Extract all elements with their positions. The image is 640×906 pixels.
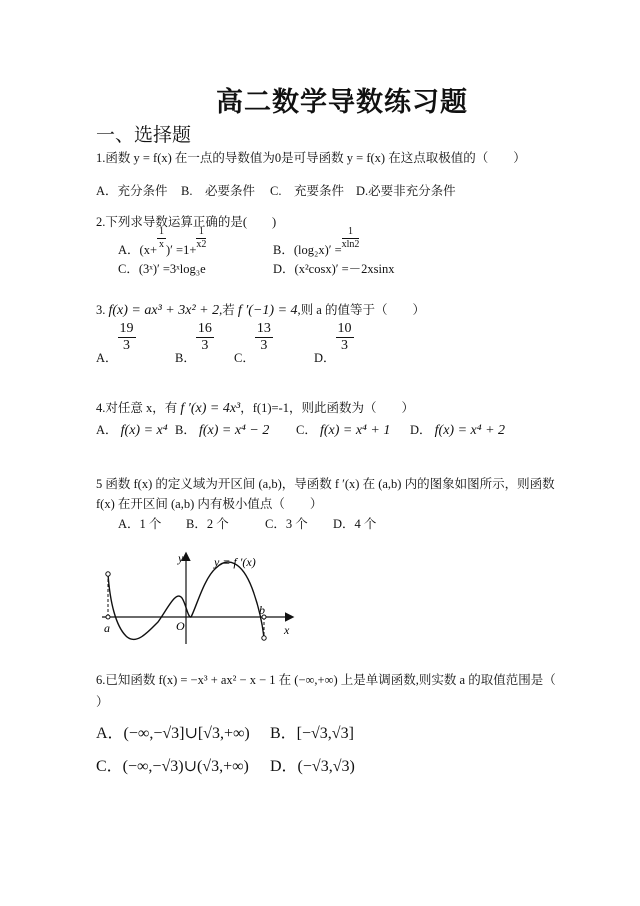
q4-stem-expr: f ′(x) = 4x³: [180, 401, 241, 416]
q3-d-label: D．: [314, 351, 336, 366]
q1-option-b: B. 必要条件: [181, 184, 255, 198]
q4-b-label: B．: [175, 423, 196, 437]
question-6-line2: ）: [96, 695, 109, 709]
x-axis-label: x: [284, 623, 290, 637]
q3-b-num: 16: [197, 321, 212, 336]
q2-a-frac-num: 1: [159, 226, 164, 237]
derivative-graph: [96, 548, 306, 648]
q3-expr: f(x) = ax³ + 3x² + 2: [108, 303, 220, 318]
q4-b-expr: f(x) = x⁴ − 2: [198, 423, 270, 438]
q3-c-label: C．: [234, 351, 255, 366]
q3-c-frac: [255, 322, 273, 353]
q1-option-d: D.必要非充分条件: [356, 184, 456, 198]
q2-a-frac2: [196, 227, 206, 250]
q2-option-a: [118, 224, 207, 258]
q2-option-b: [273, 224, 360, 258]
origin-label: O: [176, 619, 185, 633]
y-axis-label: y: [178, 551, 184, 565]
a-endpoint: [106, 572, 110, 576]
q3-c-den: 3: [260, 338, 268, 353]
q2-b-frac-num: 1: [342, 227, 360, 239]
q6-option-b: B．[−√3,√3]: [270, 725, 354, 742]
q3-a-frac: [118, 322, 136, 353]
q4-d-expr: f(x) = x⁴ + 2: [434, 423, 506, 438]
question-1-stem: 1.函数 y = f(x) 在一点的导数值为0是可导函数 y = f(x) 在这点取极值的（ ）: [96, 151, 526, 165]
question-3-stem: [96, 300, 425, 319]
q4-c-expr: f(x) = x⁴ + 1: [319, 423, 391, 438]
q4-option-b: [175, 420, 269, 439]
q6-option-a: A．(−∞,−√3]∪[√3,+∞): [96, 725, 250, 742]
q1-option-c: C. 充要条件: [270, 184, 344, 198]
q4-d-label: D．: [410, 423, 432, 437]
q4-stem-a: 4.对任意 x，有: [96, 401, 178, 415]
q4-a-expr: f(x) = x⁴: [120, 423, 168, 438]
a-axis-point: [106, 615, 110, 619]
q2-a-frac2-den: x2: [196, 239, 207, 250]
q2-option-d: D．(x²cosx)′ =－2xsinx: [273, 262, 395, 276]
q3-d-den: 3: [341, 338, 349, 353]
q2-b-frac: [342, 227, 360, 250]
question-6-line1: 6.已知函数 f(x) = −x³ + ax² − x − 1 在 (−∞,+∞) 上是单调函数,则实数 a 的取值范围是（: [96, 673, 556, 687]
q3-option-d: [314, 321, 354, 366]
q4-option-c: [296, 420, 390, 439]
q5-option-c: C．3 个: [265, 517, 308, 531]
q5-option-d: D．4 个: [333, 517, 377, 531]
q3-c-num: 13: [256, 321, 271, 336]
q3-option-c: [234, 321, 273, 366]
section-heading: 一、选择题: [96, 125, 192, 146]
q3-b-label: B．: [175, 351, 196, 366]
q4-option-d: [410, 420, 505, 439]
q3-tail: ,则 a 的值等于（ ）: [297, 303, 425, 317]
question-5-line1: 5 函数 f(x) 的定义域为开区间 (a,b)，导函数 f ′(x) 在 (a,b) 内的图象如图所示，则函数: [96, 477, 555, 491]
q3-option-a: [96, 321, 136, 366]
q3-num: 3.: [96, 303, 106, 317]
q2-a-frac2-num: 1: [196, 227, 206, 239]
q4-stem-b: ，f(1)=-1，则此函数为（ ）: [240, 401, 414, 415]
q4-option-a: [96, 420, 168, 439]
q2-b-prefix: B．(log₂x)′ =: [273, 243, 342, 258]
q6-option-d: D．(−√3,√3): [270, 758, 355, 775]
q2-b-frac-den: xln2: [341, 239, 360, 250]
q4-a-label: A．: [96, 423, 118, 437]
question-5-line2: f(x) 在开区间 (a,b) 内有极小值点（ ）: [96, 497, 323, 511]
q5-option-b: B．2 个: [186, 517, 229, 531]
q2-a-prefix: A．(x+: [118, 243, 157, 258]
b-endpoint: [262, 636, 266, 640]
q2-a-rest: )′ =1+: [166, 243, 197, 258]
q5-option-a: A．1 个: [118, 517, 162, 531]
q2-option-c: C．(3ˣ)′ =3ˣlog₃e: [118, 262, 206, 276]
q2-a-frac-den: x: [159, 239, 164, 250]
q3-b-den: 3: [201, 338, 209, 353]
a-label: a: [104, 621, 110, 635]
q1-option-a: A．充分条件: [96, 184, 168, 198]
q2-a-frac: [157, 227, 166, 250]
q3-mid: ,若: [219, 303, 235, 317]
question-2-stem: 2.下列求导数运算正确的是( ): [96, 215, 277, 229]
question-4-stem: [96, 398, 414, 417]
q6-option-c: C．(−∞,−√3)∪(√3,+∞): [96, 758, 249, 775]
b-label: b: [259, 603, 265, 617]
q3-b-frac: [196, 322, 214, 353]
q3-a-num: 19: [119, 321, 134, 336]
q3-a-den: 3: [123, 338, 131, 353]
q3-d-num: 10: [337, 321, 352, 336]
q3-d-frac: [336, 322, 354, 353]
q3-option-b: [175, 321, 214, 366]
page-title: 高二数学导数练习题: [216, 87, 468, 117]
q4-c-label: C．: [296, 423, 317, 437]
q3-a-label: A．: [96, 351, 118, 366]
curve-label: y = f ′(x): [214, 555, 256, 569]
q3-cond: f ′(−1) = 4: [237, 303, 298, 318]
